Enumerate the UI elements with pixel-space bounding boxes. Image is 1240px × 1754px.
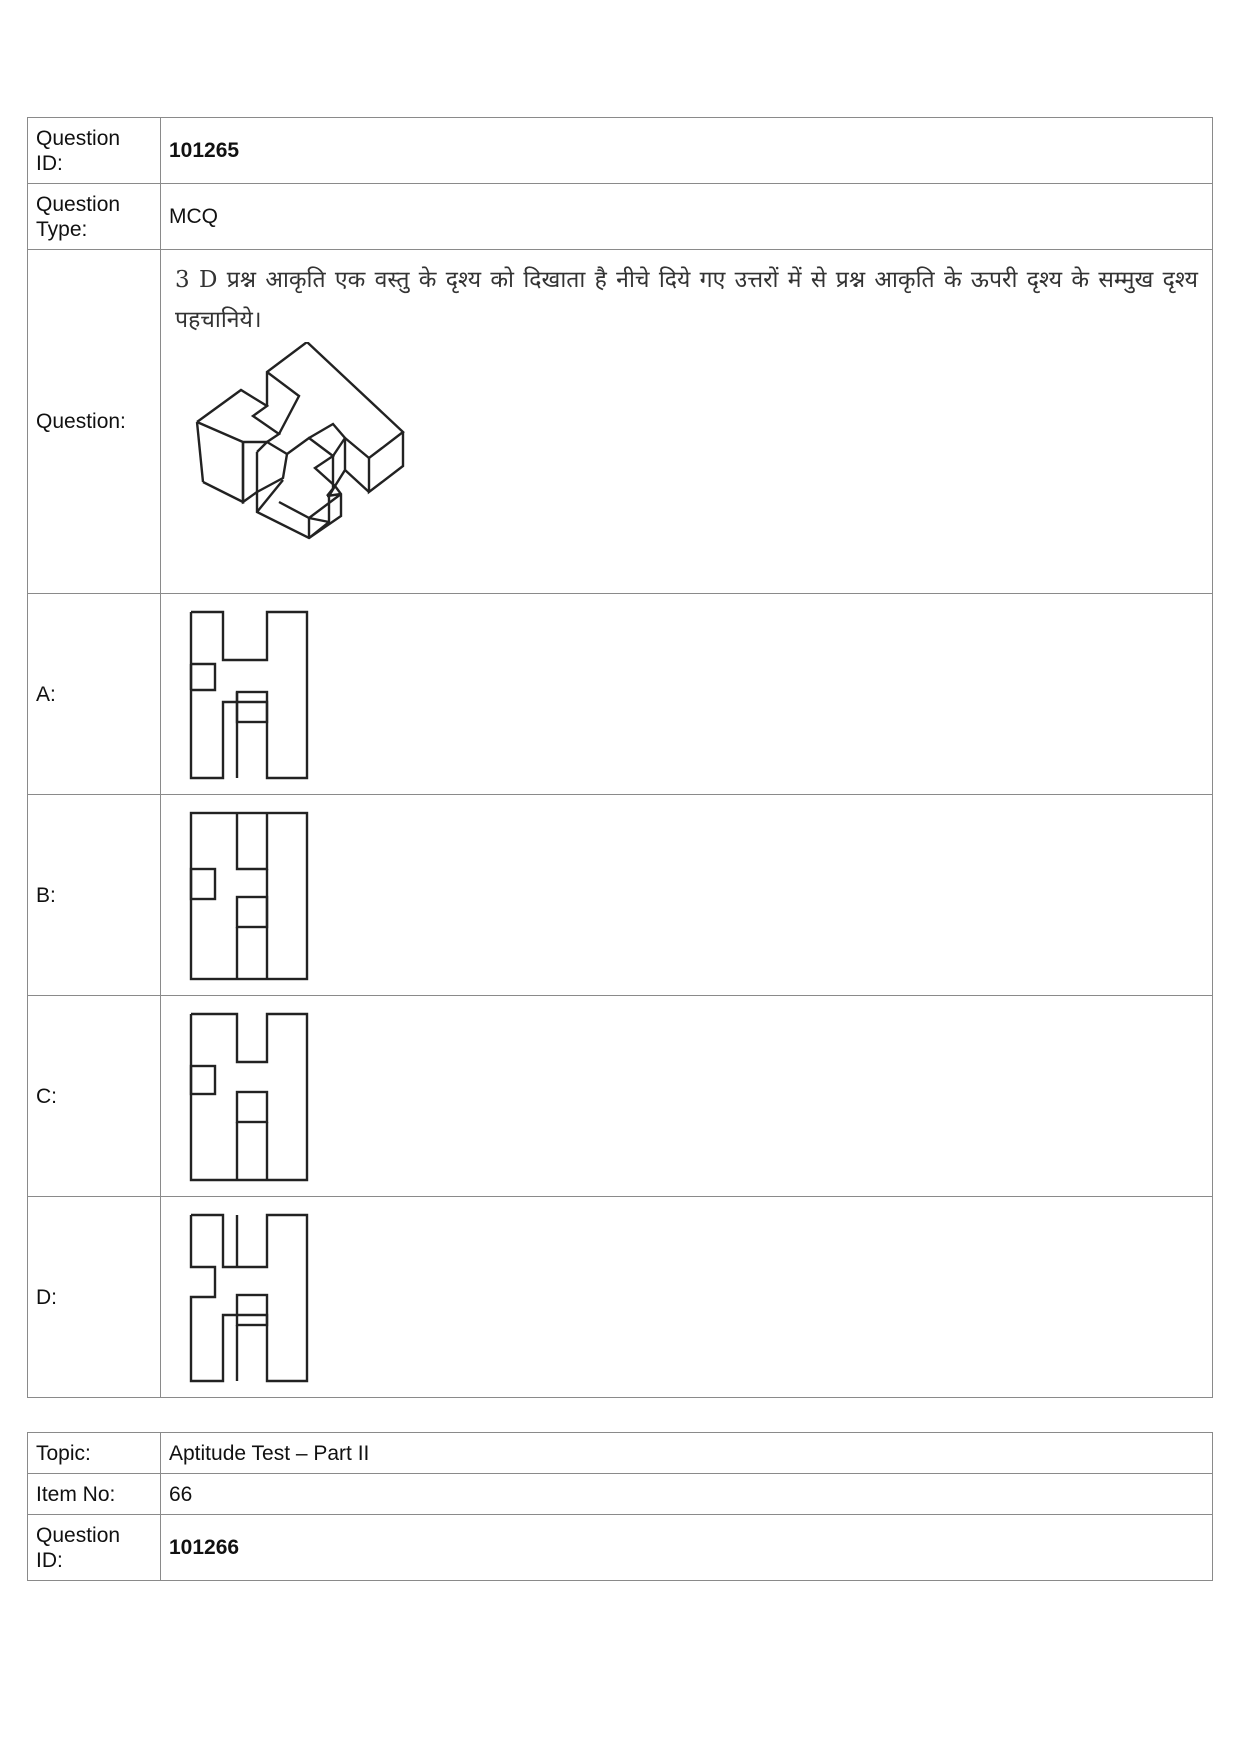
question-type-label: Question Type: <box>28 184 161 250</box>
option-c-cell[interactable] <box>161 996 1213 1197</box>
option-c-figure <box>175 1006 315 1186</box>
question-cell <box>161 250 1213 594</box>
option-d-cell[interactable] <box>161 1197 1213 1398</box>
next-question-id-value: 101266 <box>161 1515 1213 1581</box>
next-question-table <box>27 1432 1213 1581</box>
option-b-cell[interactable] <box>161 795 1213 996</box>
option-a-label: A: <box>28 594 161 795</box>
question-id-value: 101265 <box>161 118 1213 184</box>
option-b-figure <box>175 805 315 985</box>
topic-value: Aptitude Test – Part II <box>161 1433 1213 1474</box>
question-text: 3 D प्रश्न आकृति एक वस्तु के दृश्य को दिखाता है नीचे दिये गए उत्तरों में से प्रश्न आकृति के ऊपरी दृश्य के सम्मुख दृश्य पहचानिये। <box>175 267 1198 333</box>
next-question-id-label: Question ID: <box>28 1515 161 1581</box>
option-a-cell[interactable] <box>161 594 1213 795</box>
option-d-figure <box>175 1207 315 1387</box>
question-id-label: Question ID: <box>28 118 161 184</box>
question-table <box>27 117 1213 1398</box>
question-3d-figure <box>183 342 443 572</box>
item-no-value: 66 <box>161 1474 1213 1515</box>
option-a-figure <box>175 604 315 784</box>
question-label: Question: <box>28 250 161 594</box>
option-c-label: C: <box>28 996 161 1197</box>
topic-label: Topic: <box>28 1433 161 1474</box>
item-no-label: Item No: <box>28 1474 161 1515</box>
question-type-value: MCQ <box>161 184 1213 250</box>
option-d-label: D: <box>28 1197 161 1398</box>
option-b-label: B: <box>28 795 161 996</box>
